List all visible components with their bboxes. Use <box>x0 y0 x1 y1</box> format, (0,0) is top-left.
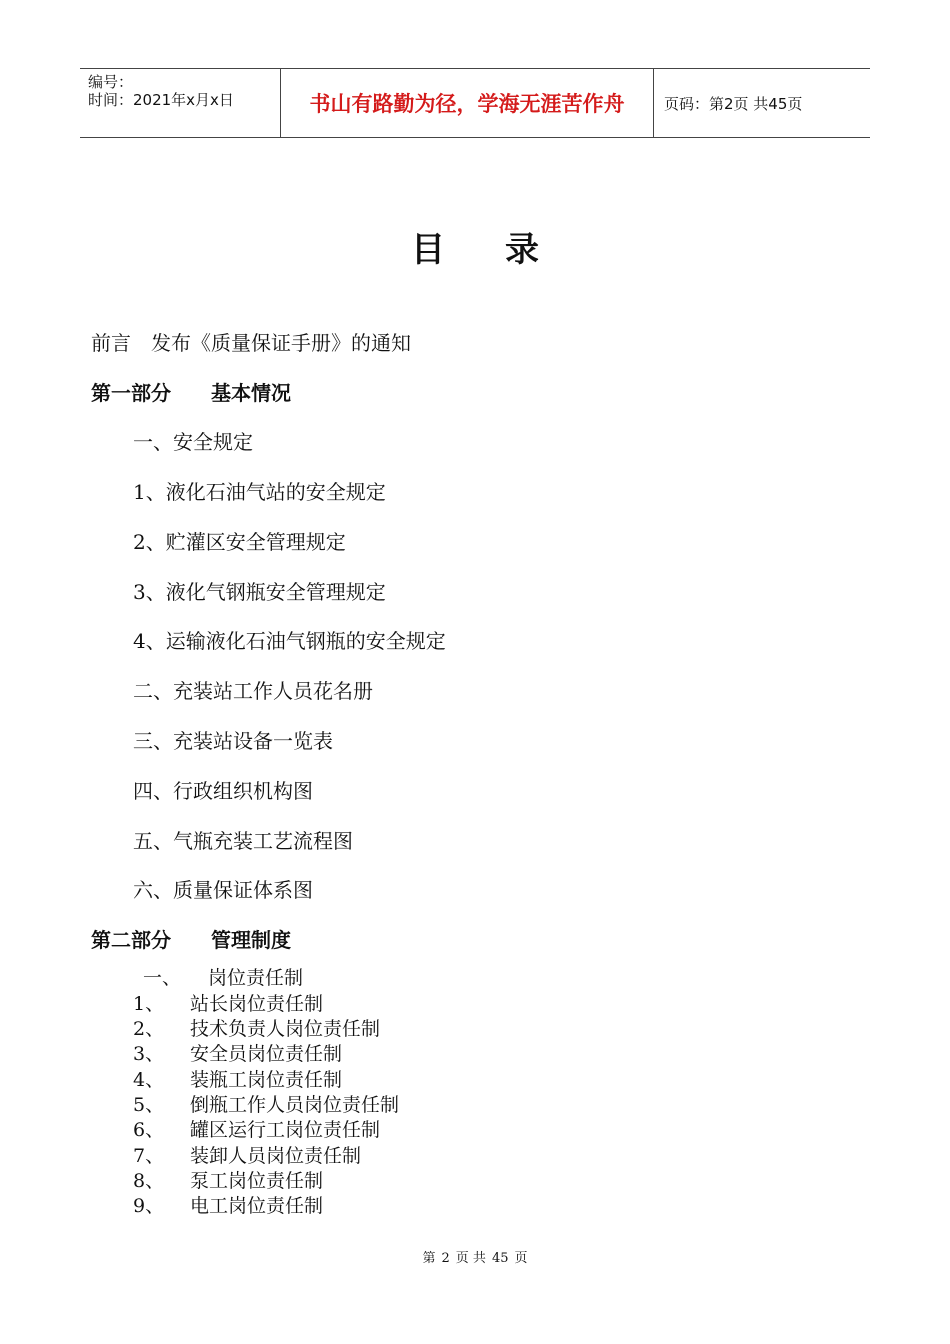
toc-item-num: 2、 <box>133 1018 165 1040</box>
number-label: 编号： <box>88 73 134 91</box>
toc-item: 4、运输液化石油气钢瓶的安全规定 <box>133 629 446 653</box>
header-page-info: 页码：第2页 共45页 <box>664 94 803 113</box>
page-footer <box>0 1247 950 1266</box>
footer-prefix: 第 <box>422 1251 436 1266</box>
toc-item: 六、质量保证体系图 <box>133 878 313 902</box>
toc-item-num: 6、 <box>133 1119 165 1141</box>
toc-item: 站长岗位责任制 <box>190 993 324 1015</box>
toc-item: 三、充装站设备一览表 <box>133 729 333 753</box>
document-title: 目录 <box>411 230 599 270</box>
time-label: 时间：2021年x月x日 <box>88 91 234 109</box>
toc-item: 二、充装站工作人员花名册 <box>133 679 373 703</box>
footer-total-pages: 45 <box>491 1251 509 1266</box>
toc-item: 倒瓶工作人员岗位责任制 <box>190 1094 400 1116</box>
toc-item: 2、贮灌区安全管理规定 <box>133 530 346 554</box>
footer-mid: 页 共 <box>455 1251 486 1266</box>
toc-item-num: 3、 <box>133 1043 165 1065</box>
toc-item: 1、液化石油气站的安全规定 <box>133 480 386 504</box>
toc-item-num: 8、 <box>133 1170 165 1192</box>
toc-item-num: 9、 <box>133 1195 165 1217</box>
toc-item: 五、气瓶充装工艺流程图 <box>133 829 353 853</box>
toc-part2-heading: 第二部分 管理制度 <box>91 928 291 952</box>
toc-item: 四、行政组织机构图 <box>133 779 313 803</box>
toc-item: 装卸人员岗位责任制 <box>190 1145 362 1167</box>
toc-item-num: 4、 <box>133 1069 165 1091</box>
toc-item-num: 1、 <box>133 993 165 1015</box>
toc-sub-heading: 岗位责任制 <box>208 967 304 989</box>
footer-page-number: 2 <box>441 1251 450 1266</box>
toc-item: 安全员岗位责任制 <box>190 1043 343 1065</box>
toc-item: 3、液化气钢瓶安全管理规定 <box>133 580 386 604</box>
toc-item: 装瓶工岗位责任制 <box>190 1069 343 1091</box>
toc-item: 泵工岗位责任制 <box>190 1170 324 1192</box>
toc-item: 一、安全规定 <box>133 430 253 454</box>
header-motto: 书山有路勤为径，学海无涯苦作舟 <box>281 69 654 137</box>
toc-item: 罐区运行工岗位责任制 <box>190 1119 381 1141</box>
toc-preface: 前言 发布《质量保证手册》的通知 <box>91 331 411 355</box>
toc-item-num: 7、 <box>133 1145 165 1167</box>
toc-sub-heading-num: 一、 <box>143 967 182 989</box>
toc-part1-heading: 第一部分 基本情况 <box>91 381 291 405</box>
toc-item-num: 5、 <box>133 1094 165 1116</box>
toc-item: 电工岗位责任制 <box>190 1195 324 1217</box>
footer-suffix: 页 <box>514 1251 528 1266</box>
toc-item: 技术负责人岗位责任制 <box>190 1018 381 1040</box>
